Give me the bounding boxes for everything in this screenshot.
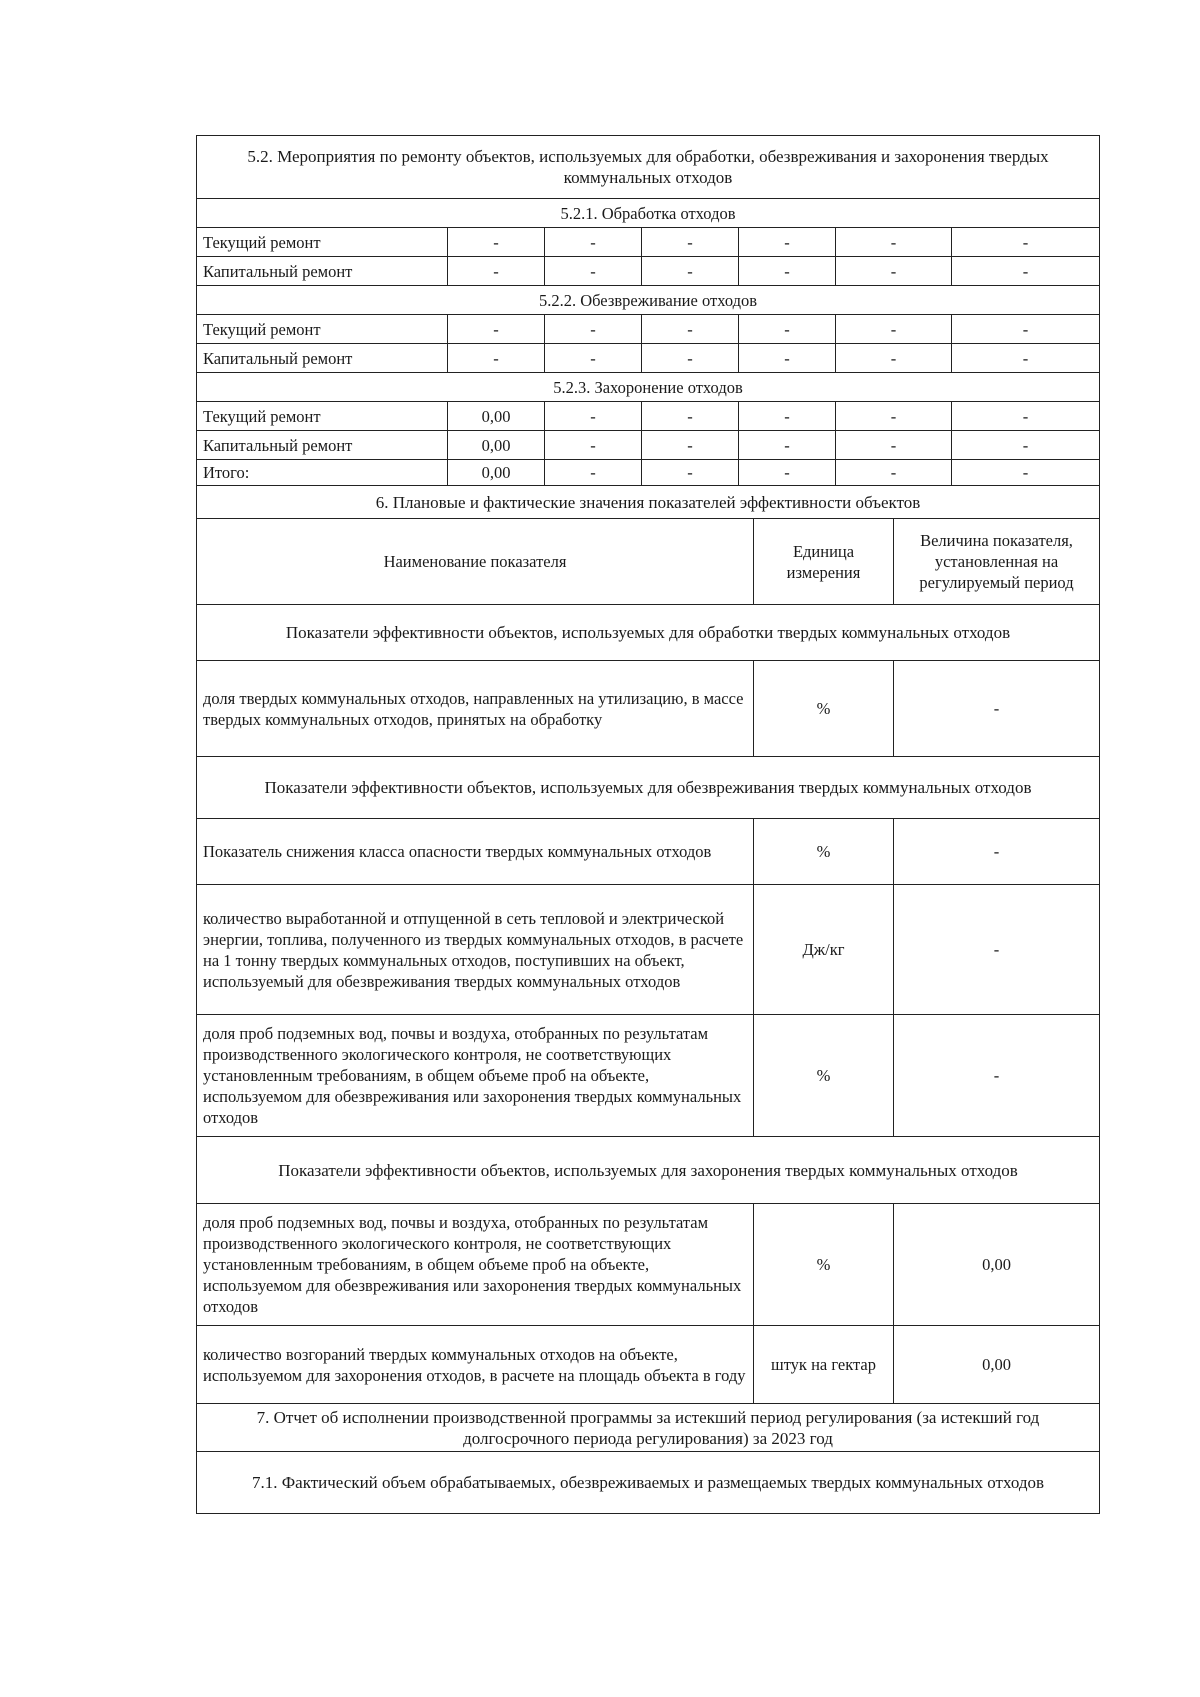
row-label: Текущий ремонт	[203, 232, 321, 252]
indicator-unit: %	[753, 1015, 893, 1136]
row-value: -	[951, 315, 1099, 343]
row-value: -	[641, 431, 738, 459]
row-label: Текущий ремонт	[203, 406, 321, 426]
row-label: Текущий ремонт	[203, 319, 321, 339]
indicator-name: Показатель снижения класса опасности твердых коммунальных отходов	[203, 842, 712, 861]
row-value: -	[738, 315, 835, 343]
header-value: Величина показателя, установленная на регулируемый период	[893, 519, 1099, 604]
row-label: Капитальный ремонт	[203, 348, 353, 368]
indicator-name: доля твердых коммунальных отходов, направленных на утилизацию, в массе твердых коммунальных отходов, принятых на обработку	[203, 688, 744, 729]
table-row	[197, 1014, 1099, 1136]
row-value: -	[951, 431, 1099, 459]
row-value: -	[951, 228, 1099, 256]
section-7-header	[197, 1403, 1099, 1451]
row-label: Капитальный ремонт	[203, 261, 353, 281]
header-indicator-name: Наименование показателя	[383, 552, 567, 571]
indicator-unit: штук на гектар	[753, 1326, 893, 1403]
table-row	[197, 227, 1099, 256]
indicator-value: -	[893, 661, 1099, 756]
table-row	[197, 818, 1099, 884]
row-value: -	[544, 344, 641, 372]
section-7-1-title: 7.1. Фактический объем обрабатываемых, обезвреживаемых и размещаемых твердых коммунальных отходов	[251, 1473, 1045, 1492]
indicator-value: 0,00	[893, 1326, 1099, 1403]
row-value: -	[835, 460, 951, 485]
row-value: -	[641, 402, 738, 430]
row-value: -	[951, 257, 1099, 285]
row-value: -	[447, 257, 544, 285]
row-value: -	[544, 460, 641, 485]
row-value: -	[544, 402, 641, 430]
row-label: Итого:	[203, 463, 250, 482]
section-7-title: 7. Отчет об исполнении производственной программы за истекший период регулирования (за истекший год долгосрочного периода регулирования) за 2023 год	[256, 1407, 1040, 1448]
indicator-value: -	[893, 819, 1099, 884]
row-value: 0,00	[447, 460, 544, 485]
indicator-unit: %	[753, 661, 893, 756]
row-value: -	[835, 431, 951, 459]
section-6-column-headers	[197, 518, 1099, 604]
row-value: -	[738, 228, 835, 256]
section-7-1-header	[197, 1451, 1099, 1513]
row-value: -	[835, 402, 951, 430]
table-row	[197, 1203, 1099, 1325]
group-processing-title: Показатели эффективности объектов, используемых для обработки твердых коммунальных отходов	[285, 623, 1011, 642]
row-label: Капитальный ремонт	[203, 435, 353, 455]
table-row	[197, 660, 1099, 756]
table-row-total	[197, 459, 1099, 485]
table-row	[197, 256, 1099, 285]
group-title-row	[197, 604, 1099, 660]
table-row	[197, 314, 1099, 343]
subsection-title-row	[197, 372, 1099, 401]
row-value: 0,00	[447, 431, 544, 459]
row-value: -	[835, 315, 951, 343]
indicator-name: доля проб подземных вод, почвы и воздуха, отобранных по результатам производственного экологического контроля, не соответствующих установленным требованиям, в общем объеме проб на объекте, используемом для обезвреживания или захоронения твердых коммунальных отходов	[203, 1213, 742, 1316]
row-value: -	[544, 431, 641, 459]
indicator-unit: Дж/кг	[753, 885, 893, 1014]
row-value: -	[641, 315, 738, 343]
section-5-2-title: 5.2. Мероприятия по ремонту объектов, используемых для обработки, обезвреживания и захоронения твердых коммунальных отходов	[247, 147, 1049, 187]
row-value: -	[641, 228, 738, 256]
table-row	[197, 343, 1099, 372]
indicator-name: количество возгораний твердых коммунальных отходов на объекте, используемом для захоронения отходов, в расчете на площадь объекта в году	[203, 1344, 746, 1385]
row-value: -	[951, 402, 1099, 430]
row-value: -	[835, 344, 951, 372]
indicator-value: -	[893, 885, 1099, 1014]
section-6-title: 6. Плановые и фактические значения показателей эффективности объектов	[375, 492, 921, 512]
subsection-title-row	[197, 198, 1099, 227]
row-value: -	[544, 315, 641, 343]
table-row	[197, 401, 1099, 430]
row-value: -	[447, 344, 544, 372]
row-value: -	[951, 460, 1099, 485]
subsection-5-2-1-title: 5.2.1. Обработка отходов	[560, 203, 736, 223]
indicator-name: количество выработанной и отпущенной в сеть тепловой и электрической энергии, топлива, полученного из твердых коммунальных отходов, в расчете на 1 тонну твердых коммунальных отходов, поступивших на объект, используемый для обезвреживания твердых коммунальных отходов	[203, 908, 744, 991]
table-row	[197, 430, 1099, 459]
subsection-5-2-2-title: 5.2.2. Обезвреживание отходов	[538, 290, 758, 310]
row-value: -	[738, 402, 835, 430]
row-value: -	[544, 257, 641, 285]
group-neutralization-title: Показатели эффективности объектов, используемых для обезвреживания твердых коммунальных отходов	[264, 778, 1032, 797]
row-value: -	[447, 315, 544, 343]
group-title-row	[197, 1136, 1099, 1203]
row-value: -	[641, 460, 738, 485]
section-5-2-header	[197, 136, 1099, 198]
header-unit: Единица измерения	[753, 519, 893, 604]
row-value: -	[951, 344, 1099, 372]
subsection-5-2-3-title: 5.2.3. Захоронение отходов	[553, 377, 743, 397]
group-title-row	[197, 756, 1099, 818]
row-value: -	[544, 228, 641, 256]
group-disposal-title: Показатели эффективности объектов, используемых для захоронения твердых коммунальных отходов	[278, 1160, 1018, 1180]
row-value: -	[641, 257, 738, 285]
indicator-name: доля проб подземных вод, почвы и воздуха, отобранных по результатам производственного экологического контроля, не соответствующих установленным требованиям, в общем объеме проб на объекте, используемом для обезвреживания или захоронения твердых коммунальных отходов	[203, 1024, 742, 1127]
row-value: -	[738, 257, 835, 285]
row-value: 0,00	[447, 402, 544, 430]
row-value: -	[835, 228, 951, 256]
document-table	[196, 135, 1100, 1514]
indicator-value: 0,00	[893, 1204, 1099, 1325]
row-value: -	[738, 460, 835, 485]
indicator-value: -	[893, 1015, 1099, 1136]
row-value: -	[835, 257, 951, 285]
table-row	[197, 884, 1099, 1014]
row-value: -	[738, 431, 835, 459]
table-row	[197, 1325, 1099, 1403]
row-value: -	[738, 344, 835, 372]
subsection-title-row	[197, 285, 1099, 314]
row-value: -	[641, 344, 738, 372]
indicator-unit: %	[753, 1204, 893, 1325]
section-6-header	[197, 485, 1099, 518]
indicator-unit: %	[753, 819, 893, 884]
row-value: -	[447, 228, 544, 256]
